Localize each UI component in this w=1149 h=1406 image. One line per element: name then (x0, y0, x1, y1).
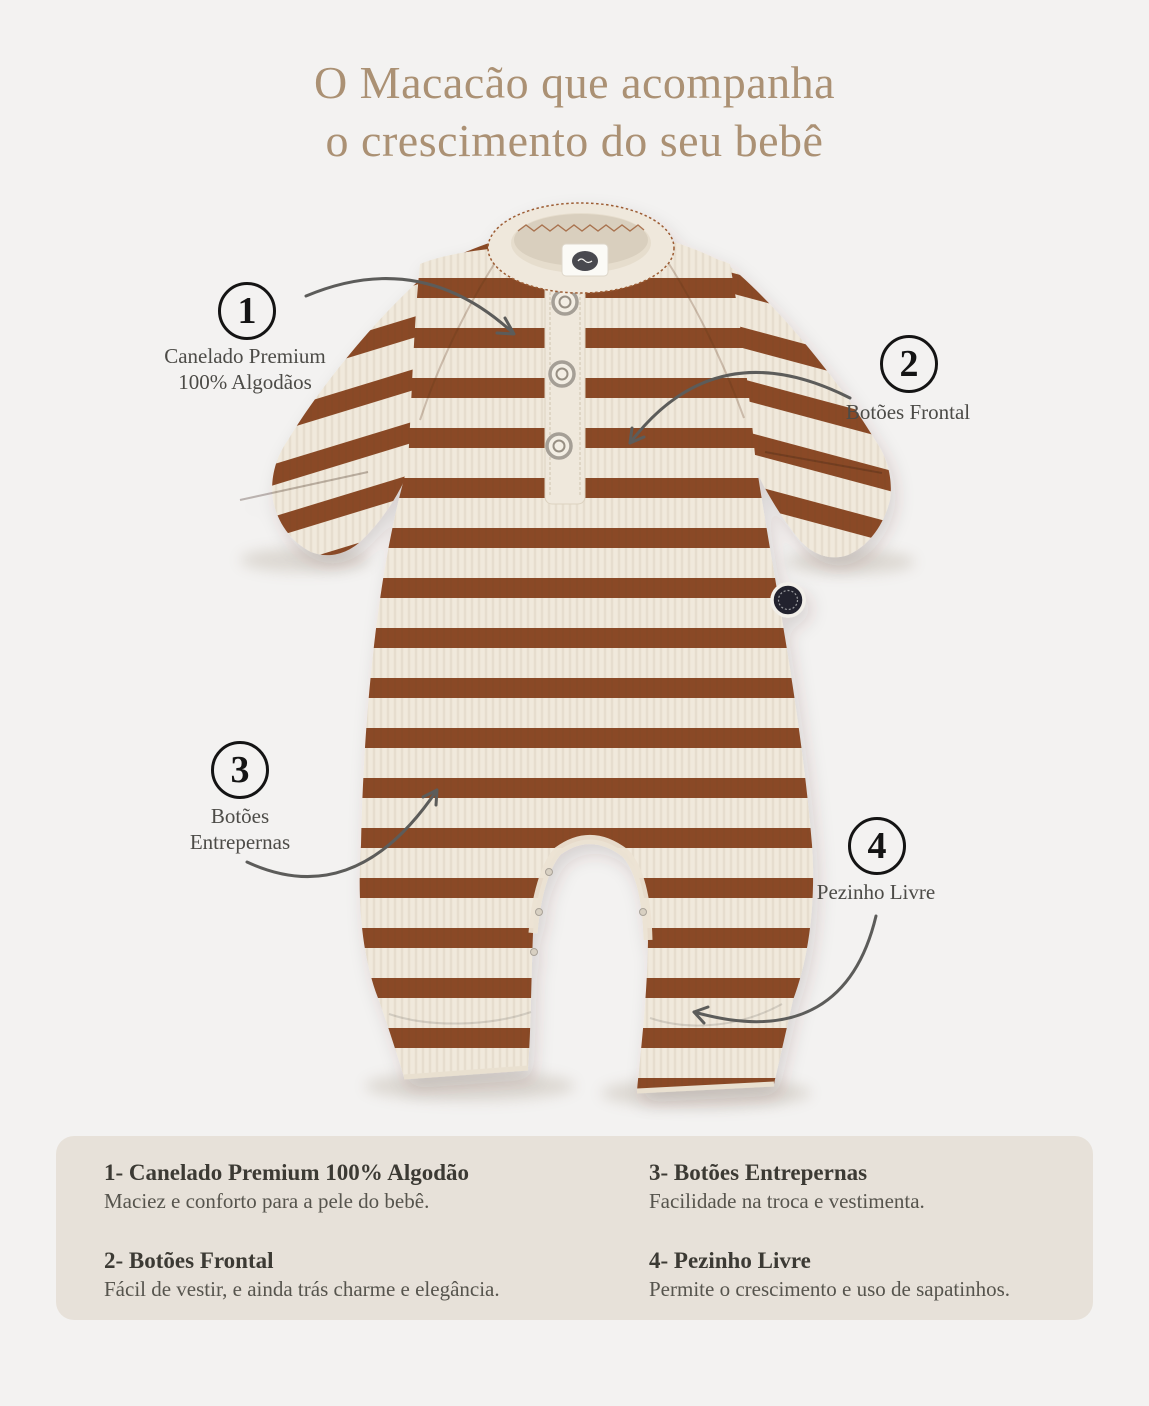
callout-4-label-line-1: Pezinho Livre (816, 880, 936, 904)
neck-tag (562, 244, 608, 276)
callout-4-number: 4 (867, 825, 887, 867)
callout-1-badge (218, 282, 276, 340)
callout-1-number: 1 (237, 290, 257, 332)
callout-1-label-line-1: Canelado Premium (164, 344, 326, 368)
callout-3-badge (211, 741, 269, 799)
snap-button (553, 290, 577, 314)
crotch-snap-opening (531, 839, 649, 955)
features-column-right (649, 1159, 1053, 1335)
collar (488, 203, 674, 293)
feature-3-heading: 3- Botões Entrepernas (649, 1160, 868, 1185)
callout-4-badge (848, 817, 906, 875)
features-panel (56, 1136, 1093, 1320)
snap-button (550, 362, 574, 386)
callout-1-label-line-2: 100% Algodãos (178, 369, 312, 394)
callout-3-label-line-1: Botões (210, 804, 270, 828)
feature-2-description: Fácil de vestir, e ainda trás charme e elegância. (104, 1276, 500, 1301)
snap-placket (545, 280, 585, 504)
feature-2-heading: 2- Botões Frontal (104, 1248, 274, 1274)
callout-2-number: 2 (899, 343, 919, 385)
feature-item-4 (649, 1247, 1053, 1303)
feature-4-description: Permite o crescimento e uso de sapatinhos. (649, 1276, 1010, 1301)
features-column-left (104, 1159, 649, 1335)
callout-2-badge (880, 335, 938, 393)
page-title-line-2: o crescimento do seu bebê (325, 115, 824, 167)
callout-4-label (776, 880, 976, 906)
feature-1-heading: 1- Canelado Premium 100% Algodão (104, 1160, 470, 1185)
feature-item-2 (104, 1247, 649, 1303)
feature-item-3 (649, 1159, 1053, 1215)
callout-1-label (110, 344, 380, 395)
callout-2-label (798, 400, 1018, 426)
feature-4-heading: 4- Pezinho Livre (649, 1248, 811, 1274)
callout-3-number: 3 (230, 749, 250, 791)
feature-3-description: Facilidade na troca e vestimenta. (649, 1188, 925, 1213)
feature-1-description: Maciez e conforto para a pele do bebê. (104, 1188, 430, 1213)
page-title-line-1: O Macacão que acompanha (313, 57, 836, 108)
callout-3-label (140, 804, 340, 855)
side-tag (772, 584, 804, 616)
callout-2-label-line-1: Botões Frontal (845, 400, 971, 424)
feature-item-1 (104, 1159, 649, 1215)
callout-3-label-line-2: Entrepernas (189, 829, 291, 854)
snap-button (547, 434, 571, 458)
